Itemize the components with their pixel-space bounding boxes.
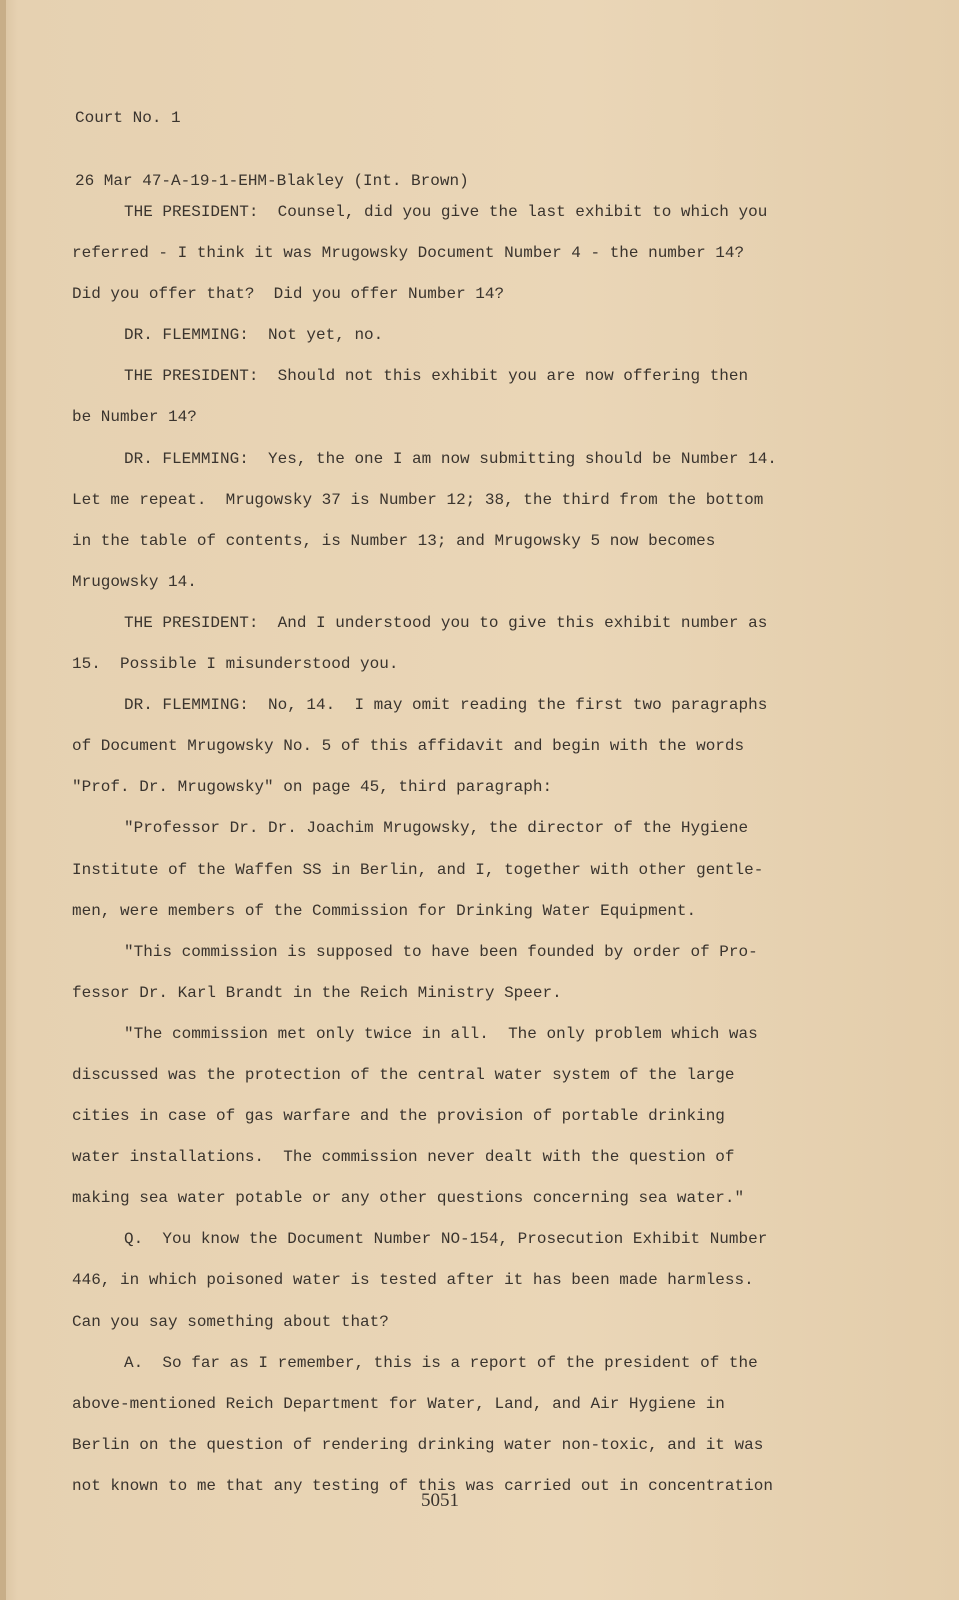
- text-line: Q. You know the Document Number NO-154, Prosecution Exhibit Number: [124, 1230, 768, 1249]
- text-line: DR. FLEMMING: Yes, the one I am now submitting should be Number 14.: [124, 449, 777, 468]
- text-line: making sea water potable or any other questions concerning sea water.": [72, 1189, 745, 1208]
- transcript-body: [72, 192, 832, 1507]
- text-line: "The commission met only twice in all. The only problem which was: [124, 1024, 758, 1043]
- text-line: Institute of the Waffen SS in Berlin, and I, together with other gentle-: [72, 860, 764, 879]
- court-label: Court No. 1: [75, 109, 181, 127]
- text-line: "Professor Dr. Dr. Joachim Mrugowsky, the director of the Hygiene: [124, 819, 749, 838]
- text-line: in the table of contents, is Number 13; and Mrugowsky 5 now becomes: [72, 531, 716, 550]
- text-line: above-mentioned Reich Department for Water, Land, and Air Hygiene in: [72, 1394, 725, 1413]
- text-line: not known to me that any testing of this was carried out in concentration: [72, 1476, 773, 1495]
- text-line: THE PRESIDENT: Counsel, did you give the last exhibit to which you: [124, 203, 768, 221]
- text-line: water installations. The commission never dealt with the question of: [72, 1148, 735, 1167]
- text-line: be Number 14?: [72, 408, 197, 427]
- text-line: DR. FLEMMING: No, 14. I may omit reading the first two paragraphs: [124, 696, 768, 715]
- text-line: Let me repeat. Mrugowsky 37 is Number 12; 38, the third from the bottom: [72, 490, 764, 509]
- text-line: THE PRESIDENT: And I understood you to give this exhibit number as: [124, 613, 768, 632]
- transcript-reference: 26 Mar 47-A-19-1-EHM-Blakley (Int. Brown): [75, 172, 469, 190]
- text-line: discussed was the protection of the central water system of the large: [72, 1065, 735, 1084]
- page-edge: [0, 0, 6, 1600]
- text-line: Did you offer that? Did you offer Number 14?: [72, 285, 505, 304]
- text-line: A. So far as I remember, this is a report of the president of the: [124, 1353, 758, 1372]
- text-line: 446, in which poisoned water is tested after it has been made harmless.: [72, 1271, 754, 1290]
- text-line: Berlin on the question of rendering drinking water non-toxic, and it was: [72, 1435, 764, 1454]
- text-line: referred - I think it was Mrugowsky Document Number 4 - the number 14?: [72, 244, 745, 263]
- page-number: 5051: [421, 1490, 459, 1511]
- text-line: "This commission is supposed to have been founded by order of Pro-: [124, 942, 758, 961]
- text-line: cities in case of gas warfare and the provision of portable drinking: [72, 1107, 725, 1126]
- text-line: Can you say something about that?: [72, 1312, 389, 1331]
- text-line: Mrugowsky 14.: [72, 572, 197, 591]
- text-line: THE PRESIDENT: Should not this exhibit you are now offering then: [124, 367, 749, 386]
- text-line: men, were members of the Commission for Drinking Water Equipment.: [72, 901, 697, 920]
- text-line: fessor Dr. Karl Brandt in the Reich Ministry Speer.: [72, 983, 562, 1002]
- text-line: "Prof. Dr. Mrugowsky" on page 45, third paragraph:: [72, 778, 553, 797]
- text-line: of Document Mrugowsky No. 5 of this affidavit and begin with the words: [72, 737, 745, 756]
- text-line: 15. Possible I misunderstood you.: [72, 655, 399, 674]
- text-line: DR. FLEMMING: Not yet, no.: [124, 326, 384, 345]
